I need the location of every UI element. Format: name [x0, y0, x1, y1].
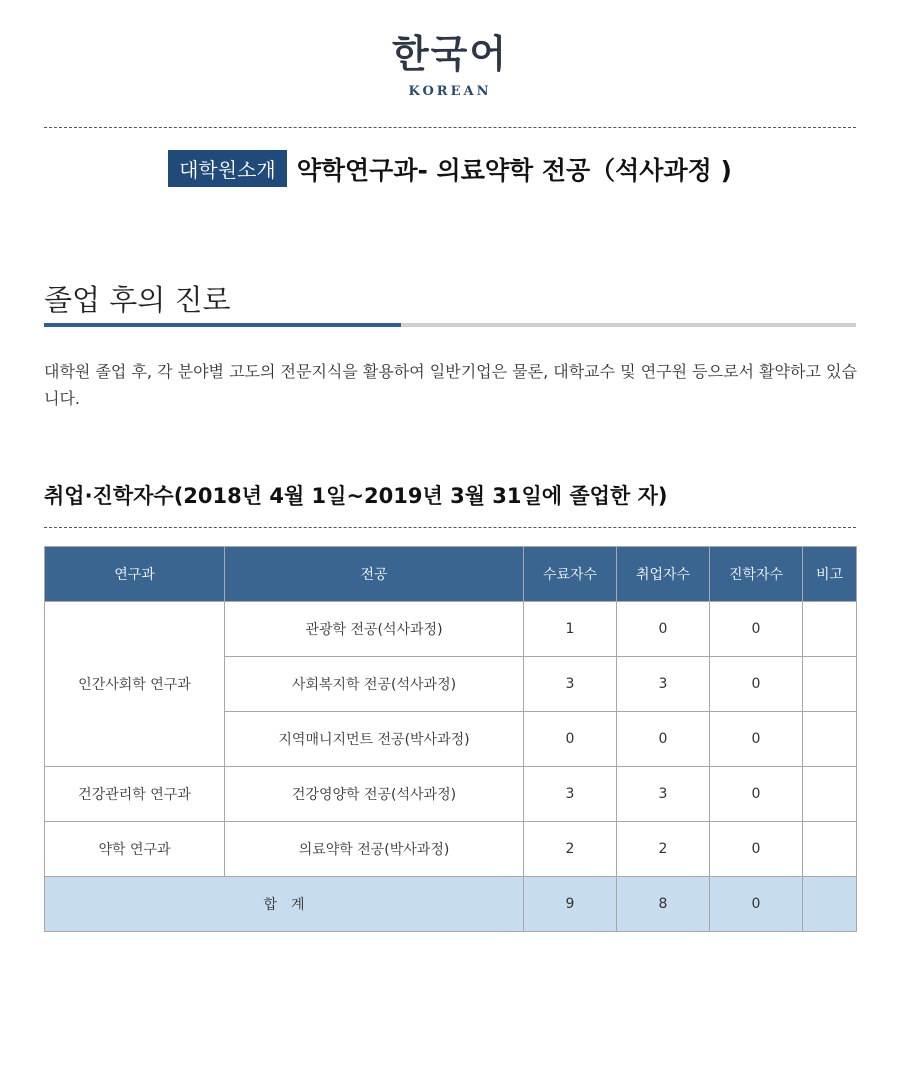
employed-cell: 0: [617, 602, 710, 657]
section-underline: [44, 323, 856, 327]
header-major: 전공: [225, 547, 524, 602]
page-title: 약학연구과- 의료약학 전공（석사과정 ): [296, 155, 732, 185]
further-cell: 0: [710, 657, 803, 712]
dept-cell: 인간사회학 연구과: [45, 602, 225, 767]
employment-table: [44, 546, 857, 932]
note-cell: [803, 657, 857, 712]
further-cell: 0: [710, 767, 803, 822]
section-paragraph: 대학원 졸업 후, 각 분야별 고도의 전문지식을 활용하여 일반기업은 물론, 대학교수 및 연구원 등으로서 활약하고 있습니다.: [44, 362, 857, 408]
category-badge: 대학원소개: [168, 150, 287, 187]
major-cell: 의료약학 전공(박사과정): [225, 822, 524, 877]
table-row: [45, 602, 857, 657]
table-heading-divider: [44, 527, 856, 528]
header-completed: 수료자수: [524, 547, 617, 602]
completed-cell: 2: [524, 822, 617, 877]
header-divider: [44, 127, 856, 128]
header-dept: 연구과: [45, 547, 225, 602]
completed-cell: 3: [524, 767, 617, 822]
employed-cell: 0: [617, 712, 710, 767]
note-cell: [803, 822, 857, 877]
total-label: 합 계: [45, 877, 524, 932]
completed-cell: 3: [524, 657, 617, 712]
table-heading: 취업·진학자수(2018년 4월 1일~2019년 3월 31일에 졸업한 자): [44, 484, 668, 508]
note-cell: [803, 602, 857, 657]
further-cell: 0: [710, 602, 803, 657]
header-employed: 취업자수: [617, 547, 710, 602]
section-heading: 졸업 후의 진로: [44, 283, 231, 317]
total-further: 0: [710, 877, 803, 932]
logo-english-text: KOREAN: [408, 84, 492, 99]
total-row: [45, 877, 857, 932]
table-row: [45, 767, 857, 822]
completed-cell: 0: [524, 712, 617, 767]
dept-cell: 건강관리학 연구과: [45, 767, 225, 822]
total-employed: 8: [617, 877, 710, 932]
page-title-row: [0, 150, 900, 187]
further-cell: 0: [710, 712, 803, 767]
major-cell: 사회복지학 전공(석사과정): [225, 657, 524, 712]
employed-cell: 2: [617, 822, 710, 877]
header-further-study: 진학자수: [710, 547, 803, 602]
further-cell: 0: [710, 822, 803, 877]
note-cell: [803, 767, 857, 822]
table-row: [45, 822, 857, 877]
logo-korean-text: 한국어: [391, 32, 509, 76]
header-note: 비고: [803, 547, 857, 602]
major-cell: 지역매니지먼트 전공(박사과정): [225, 712, 524, 767]
employed-cell: 3: [617, 767, 710, 822]
total-note: [803, 877, 857, 932]
major-cell: 관광학 전공(석사과정): [225, 602, 524, 657]
site-logo[interactable]: [0, 30, 900, 99]
table-header-row: [45, 547, 857, 602]
dept-cell: 약학 연구과: [45, 822, 225, 877]
employed-cell: 3: [617, 657, 710, 712]
section-underline-accent: [44, 323, 401, 327]
major-cell: 건강영양학 전공(석사과정): [225, 767, 524, 822]
total-completed: 9: [524, 877, 617, 932]
note-cell: [803, 712, 857, 767]
completed-cell: 1: [524, 602, 617, 657]
